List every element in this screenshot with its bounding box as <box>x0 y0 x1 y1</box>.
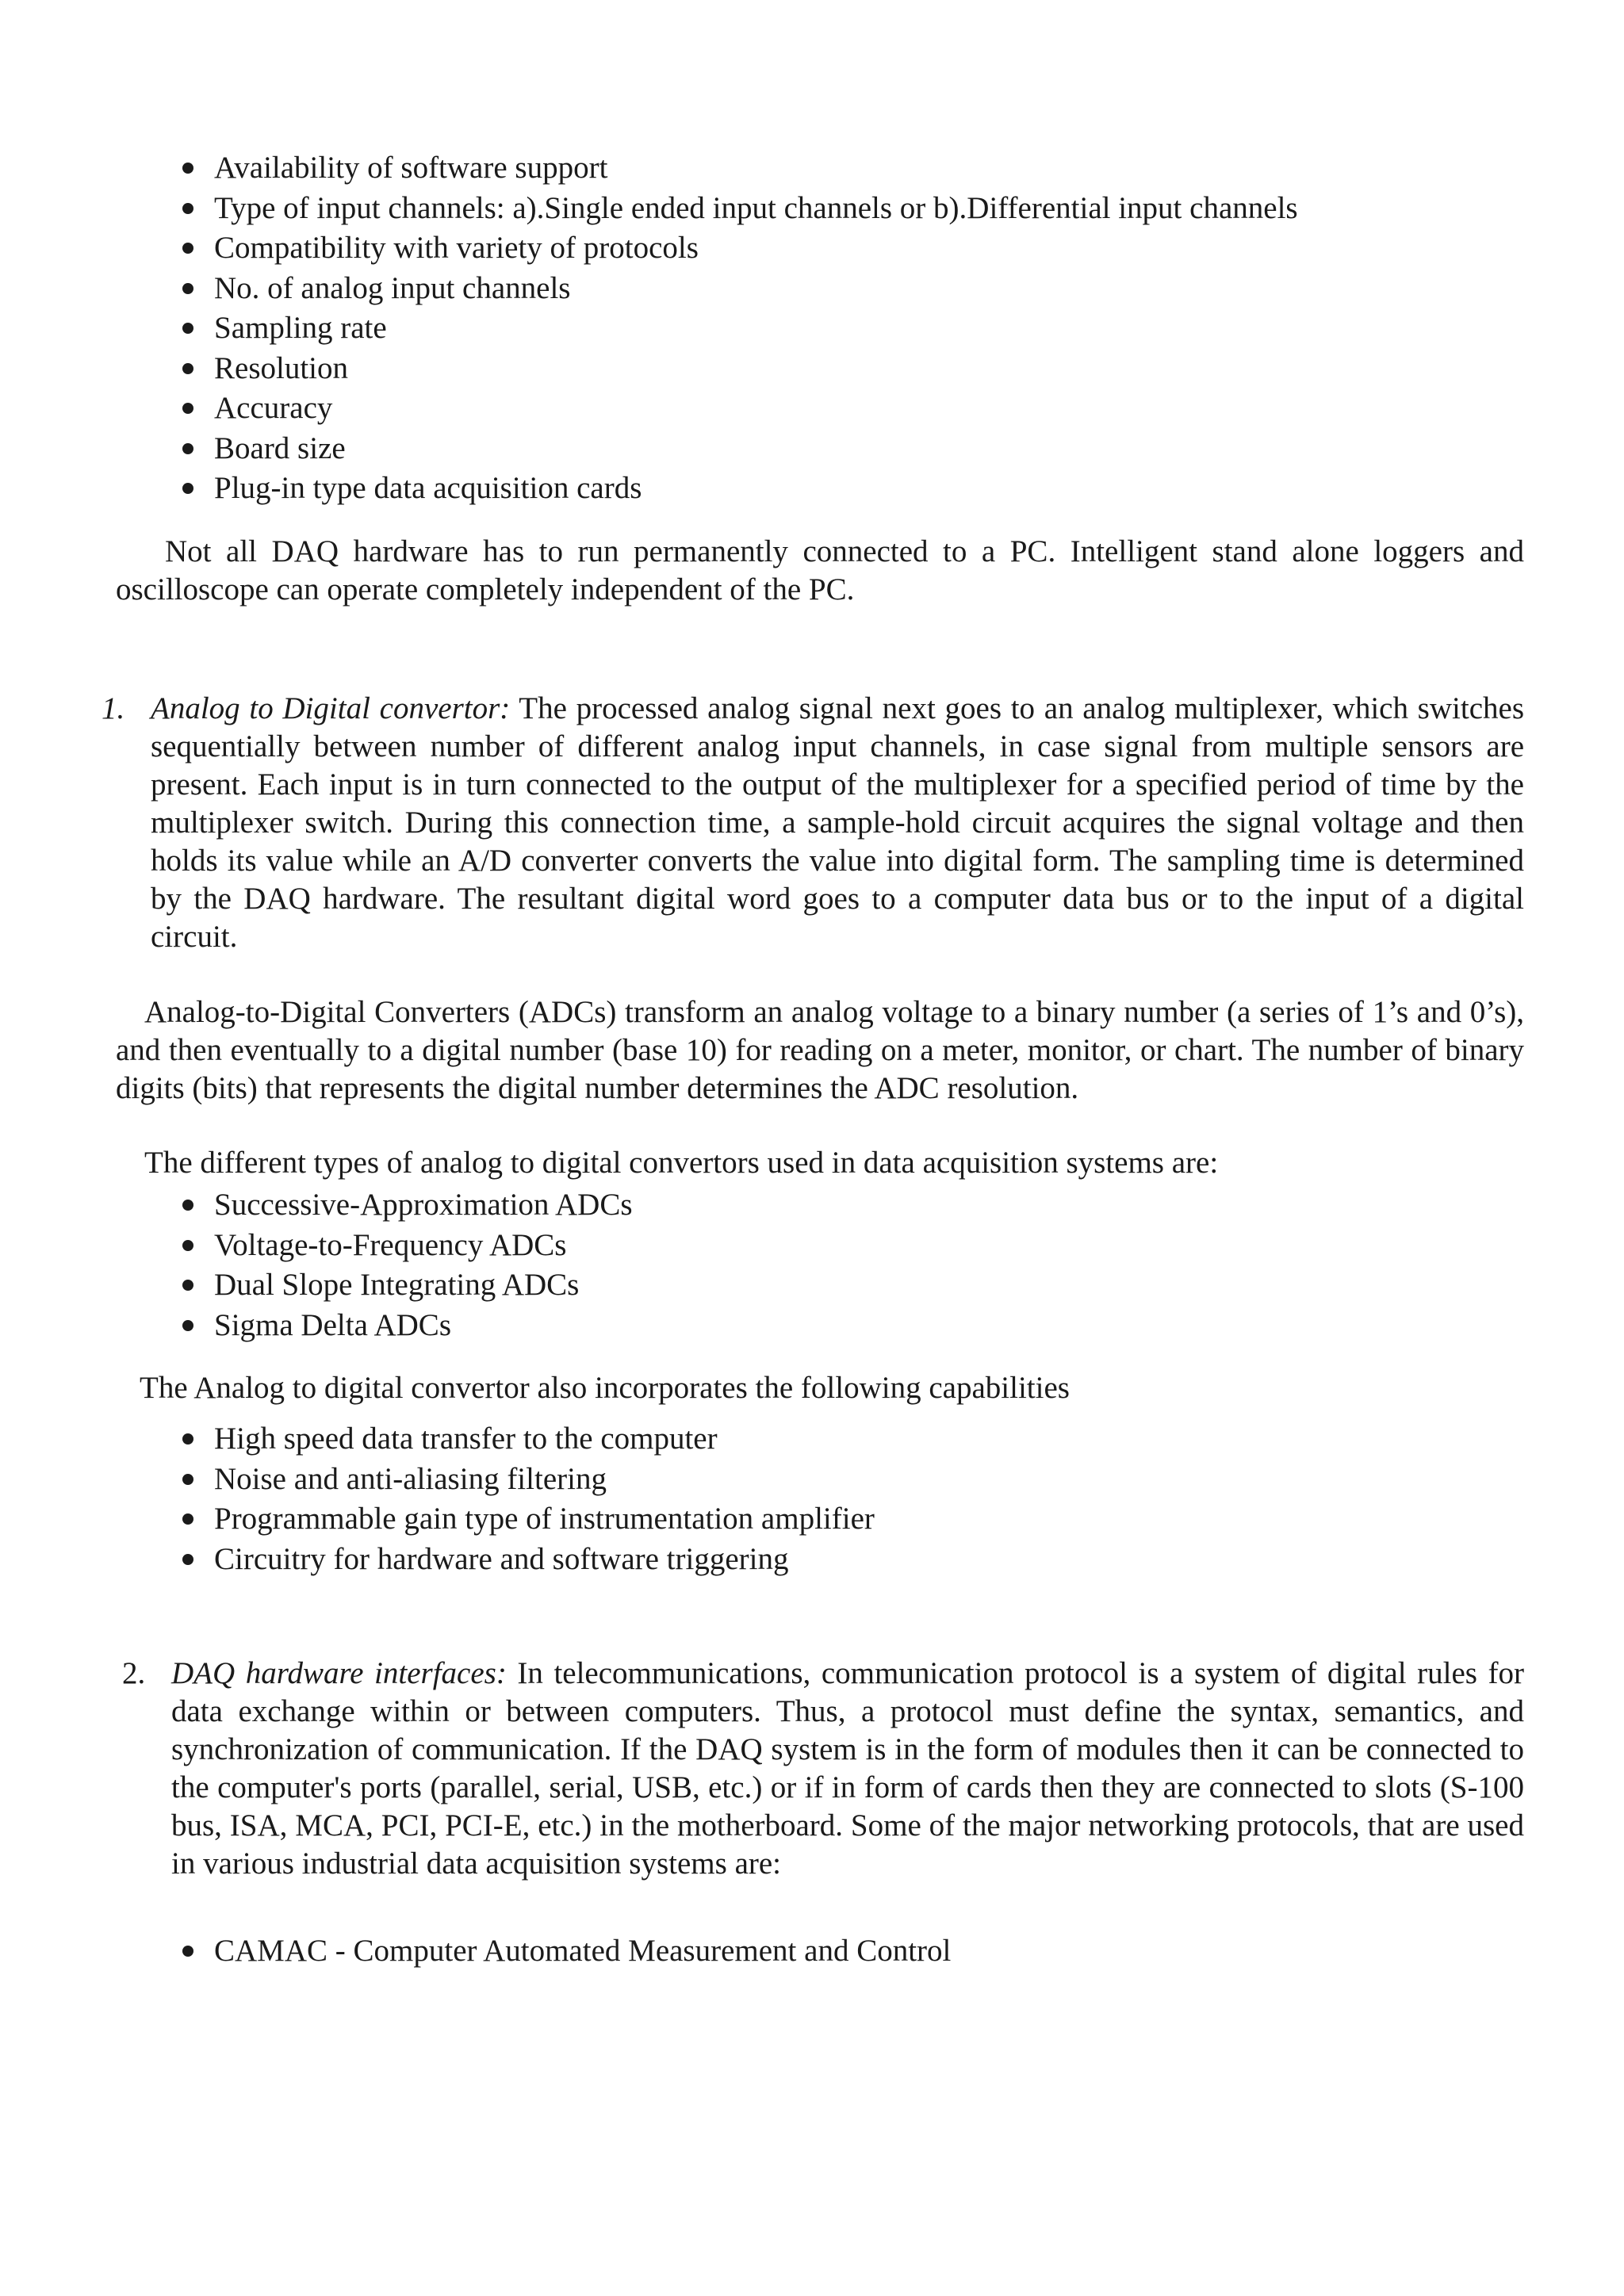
bullet-icon <box>182 1240 193 1251</box>
section-body <box>171 1655 1524 1883</box>
list-item: Successive-Approximation ADCs <box>182 1185 633 1226</box>
features-list <box>182 148 1298 509</box>
list-item: High speed data transfer to the computer <box>182 1419 875 1460</box>
list-item: Dual Slope Integrating ADCs <box>182 1265 633 1306</box>
bullet-icon <box>182 163 193 174</box>
standalone-paragraph: Not all DAQ hardware has to run permanently connected to a PC. Intelligent stand alone loggers and oscilloscope can operate completely independent of the PC. <box>116 534 1524 607</box>
section-body <box>151 690 1524 956</box>
list-item: Noise and anti-aliasing filtering <box>182 1460 875 1500</box>
list-item: Circuitry for hardware and software triggering <box>182 1540 875 1580</box>
list-item: Availability of software support <box>182 148 1298 189</box>
list-item: Accuracy <box>182 388 1298 429</box>
protocols-list <box>182 1931 951 1972</box>
bullet-icon <box>182 1513 193 1525</box>
bullet-icon <box>182 363 193 374</box>
bullet-icon <box>182 1946 193 1957</box>
bullet-icon <box>182 443 193 454</box>
bullet-icon <box>182 323 193 334</box>
section-term: Analog to Digital convertor: <box>151 691 511 725</box>
list-item: Sigma Delta ADCs <box>182 1306 633 1346</box>
bullet-icon <box>182 1320 193 1331</box>
list-item: Type of input channels: a).Single ended input channels or b).Differential input channels <box>182 189 1298 229</box>
list-item: Plug-in type data acquisition cards <box>182 469 1298 509</box>
capabilities-list <box>182 1419 875 1579</box>
bullet-icon <box>182 1554 193 1565</box>
bullet-icon <box>182 403 193 414</box>
list-item: Programmable gain type of instrumentation amplifier <box>182 1499 875 1540</box>
section-number: 2. <box>122 1656 146 1690</box>
list-item: Voltage-to-Frequency ADCs <box>182 1226 633 1266</box>
section-term: DAQ hardware interfaces: <box>171 1656 507 1690</box>
bullet-icon <box>182 483 193 494</box>
bullet-icon <box>182 243 193 254</box>
list-item: CAMAC - Computer Automated Measurement and Control <box>182 1931 951 1972</box>
list-item: Sampling rate <box>182 308 1298 349</box>
bullet-icon <box>182 203 193 214</box>
bullet-icon <box>182 1280 193 1291</box>
section-daq-interfaces <box>122 1655 1524 1883</box>
bullet-icon <box>182 283 193 294</box>
adc-types-list <box>182 1185 633 1345</box>
adc-paragraph: Analog-to-Digital Converters (ADCs) transform an analog voltage to a binary number (a series of 1’s and 0’s), and then eventually to a digital number (base 10) for reading on a meter, monitor, or chart. The number of binary digits (bits) that represents the digital number determines the ADC resolution. <box>116 995 1524 1105</box>
list-item: Resolution <box>182 349 1298 389</box>
bullet-icon <box>182 1200 193 1211</box>
bullet-icon <box>182 1433 193 1445</box>
list-item: Compatibility with variety of protocols <box>182 228 1298 269</box>
capabilities-intro: The Analog to digital convertor also incorporates the following capabilities <box>140 1371 1070 1405</box>
bullet-icon <box>182 1474 193 1485</box>
list-item: No. of analog input channels <box>182 269 1298 309</box>
section-text: The processed analog signal next goes to an analog multiplexer, which switches sequentially between number of different analog input channels, in case signal from multiple sensors are present. Each input is in turn connected to the output of the multiplexer for a specified period of time by the multiplexer switch. During this connection time, a sample-hold circuit acquires the signal voltage and then holds its value while an A/D converter converts the value into digital form. The sampling time is determined by the DAQ hardware. The resultant digital word goes to a computer data bus or to the input of a digital circuit. <box>151 691 1524 954</box>
section-text: In telecommunications, communication protocol is a system of digital rules for data exchange within or between computers. Thus, a protocol must define the syntax, semantics, and synchronization of communication. If the DAQ system is in the form of modules then it can be connected to the computer's ports (parallel, serial, USB, etc.) or if in form of cards then they are connected to slots (S-100 bus, ISA, MCA, PCI, PCI-E, etc.) in the motherboard. Some of the major networking protocols, that are used in various industrial data acquisition systems are: <box>171 1656 1524 1881</box>
section-number: 1. <box>102 691 125 725</box>
adc-types-intro: The different types of analog to digital convertors used in data acquisition systems are: <box>144 1146 1219 1180</box>
section-analog-to-digital <box>102 690 1524 956</box>
list-item: Board size <box>182 429 1298 469</box>
